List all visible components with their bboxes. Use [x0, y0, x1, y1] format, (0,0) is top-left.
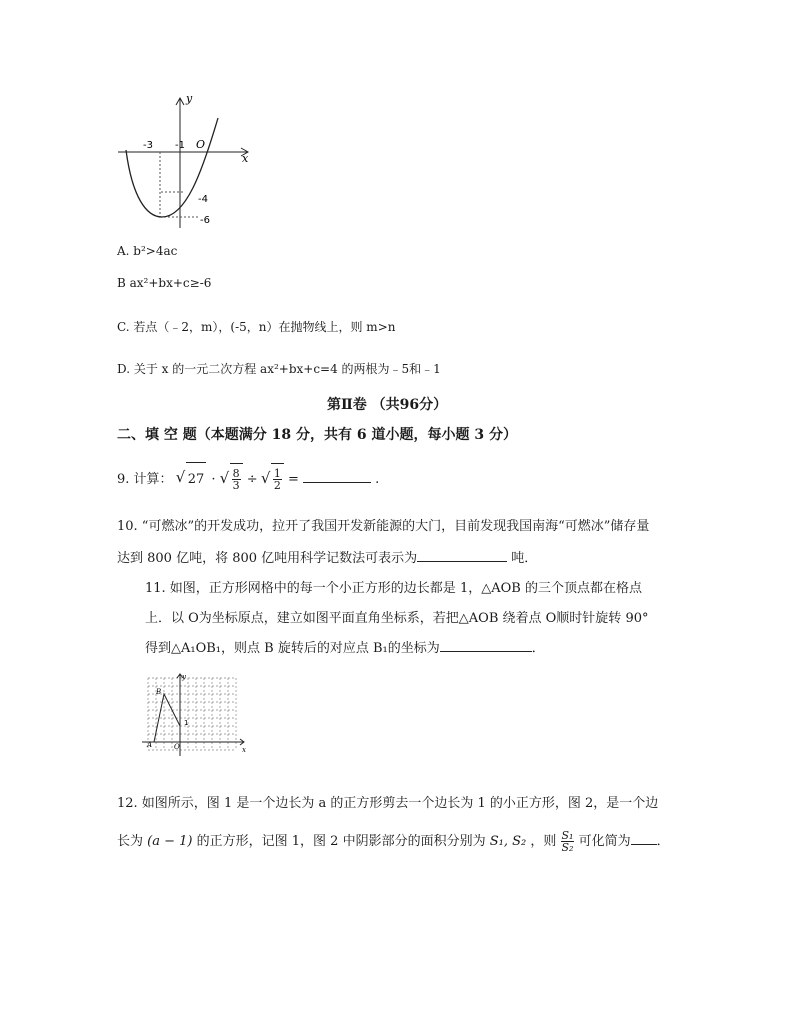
q12-s1-s2: S₁, S₂	[489, 834, 527, 849]
graph-tick-neg6: -6	[200, 215, 210, 226]
question-11-line3	[145, 637, 545, 656]
q10-line2-end: 吨．	[507, 551, 538, 566]
grid-point-b: B	[156, 688, 162, 696]
option-b: B ax²+bx+c≥-6	[117, 276, 212, 290]
q9-end: .	[375, 472, 380, 487]
q12-end: ．	[656, 834, 670, 849]
q12-expr: (a − 1)	[147, 834, 193, 849]
graph-tick-neg3: -3	[143, 140, 153, 151]
q9-sqrt-27: √ 27	[186, 462, 207, 496]
q12-line2-text-a: 长为	[117, 834, 144, 849]
grid-point-a: A	[147, 741, 153, 749]
grid-unit-1: 1	[184, 719, 189, 727]
q11-line2: 上．以 O为坐标原点，建立如图平面直角坐标系，若把△AOB 绕着点 O顺时针旋转 90°	[145, 611, 649, 626]
parabola-graph	[110, 88, 260, 233]
q11-answer-blank[interactable]	[440, 637, 532, 652]
graph-x-label: x	[242, 152, 249, 165]
graph-tick-neg1: -1	[175, 140, 185, 151]
q10-answer-blank[interactable]	[417, 547, 507, 562]
q9-fraction-1-2: √ $\frac{1}{2}$	[273, 467, 281, 492]
q11-line3-end: ．	[531, 641, 545, 656]
q12-line2-text-b: 的正方形，记图 1，图 2 中阴影部分的面积分别为	[196, 834, 486, 849]
q10-line1: 10. “可燃冰”的开发成功，拉开了我国开发新能源的大门，目前发现我国南海“可燃冰”储存量	[117, 519, 650, 534]
question-10-line2	[117, 547, 537, 566]
graph-origin-label: O	[196, 138, 206, 151]
q12-comma: ，则	[530, 834, 557, 849]
grid-x-label: x	[242, 746, 246, 754]
option-d: D. 关于 x 的一元二次方程 ax²+bx+c=4 的两根为﹣5和﹣1	[117, 362, 441, 376]
q9-divide: ÷	[246, 472, 258, 487]
graph-tick-neg4: -4	[198, 194, 208, 205]
grid-figure	[140, 672, 252, 758]
graph-y-label: y	[186, 92, 193, 105]
section-heading: 二、填 空 题（本题满分 18 分，共有 6 道小题，每小题 3 分）	[117, 427, 517, 443]
question-12-line2	[117, 824, 670, 860]
grid-origin-o: O	[174, 743, 180, 751]
q9-prefix: 9. 计算：	[117, 472, 173, 487]
q10-line2-text: 达到 800 亿吨，将 800 亿吨用科学记数法可表示为	[117, 551, 418, 566]
q11-line3-text: 得到△A₁OB₁，则点 B 旋转后的对应点 B₁的坐标为	[145, 641, 440, 656]
q12-line1: 12. 如图所示，图 1 是一个边长为 a 的正方形剪去一个边长为 1 的小正方形，图 2，是一个边	[117, 796, 659, 811]
grid-y-label: y	[182, 673, 186, 681]
question-9: 9. 计算： √ 27 · √ $\frac{8}{3}$ ÷ √ $\frac{1}{2}$ = .	[117, 462, 379, 494]
q12-fraction: $\frac{\text{S₁}}{\text{S₂}}$	[561, 829, 574, 854]
q9-answer-blank[interactable]	[303, 468, 371, 483]
q12-answer-blank[interactable]	[631, 830, 657, 845]
section-title: 第Ⅱ卷 （共96分）	[327, 397, 448, 413]
q11-line1: 11. 如图，正方形网格中的每一个小正方形的边长都是 1，△AOB 的三个顶点都在格点	[145, 581, 642, 596]
option-a: A. b²>4ac	[117, 244, 178, 258]
q9-fraction-8-3: √ $\frac{8}{3}$	[232, 467, 240, 492]
q12-line2-text-c: 可化简为	[578, 834, 631, 849]
option-c: C. 若点（﹣2，m），(-5，n）在抛物线上，则 m>n	[117, 320, 396, 334]
q9-equals: =	[287, 472, 299, 487]
